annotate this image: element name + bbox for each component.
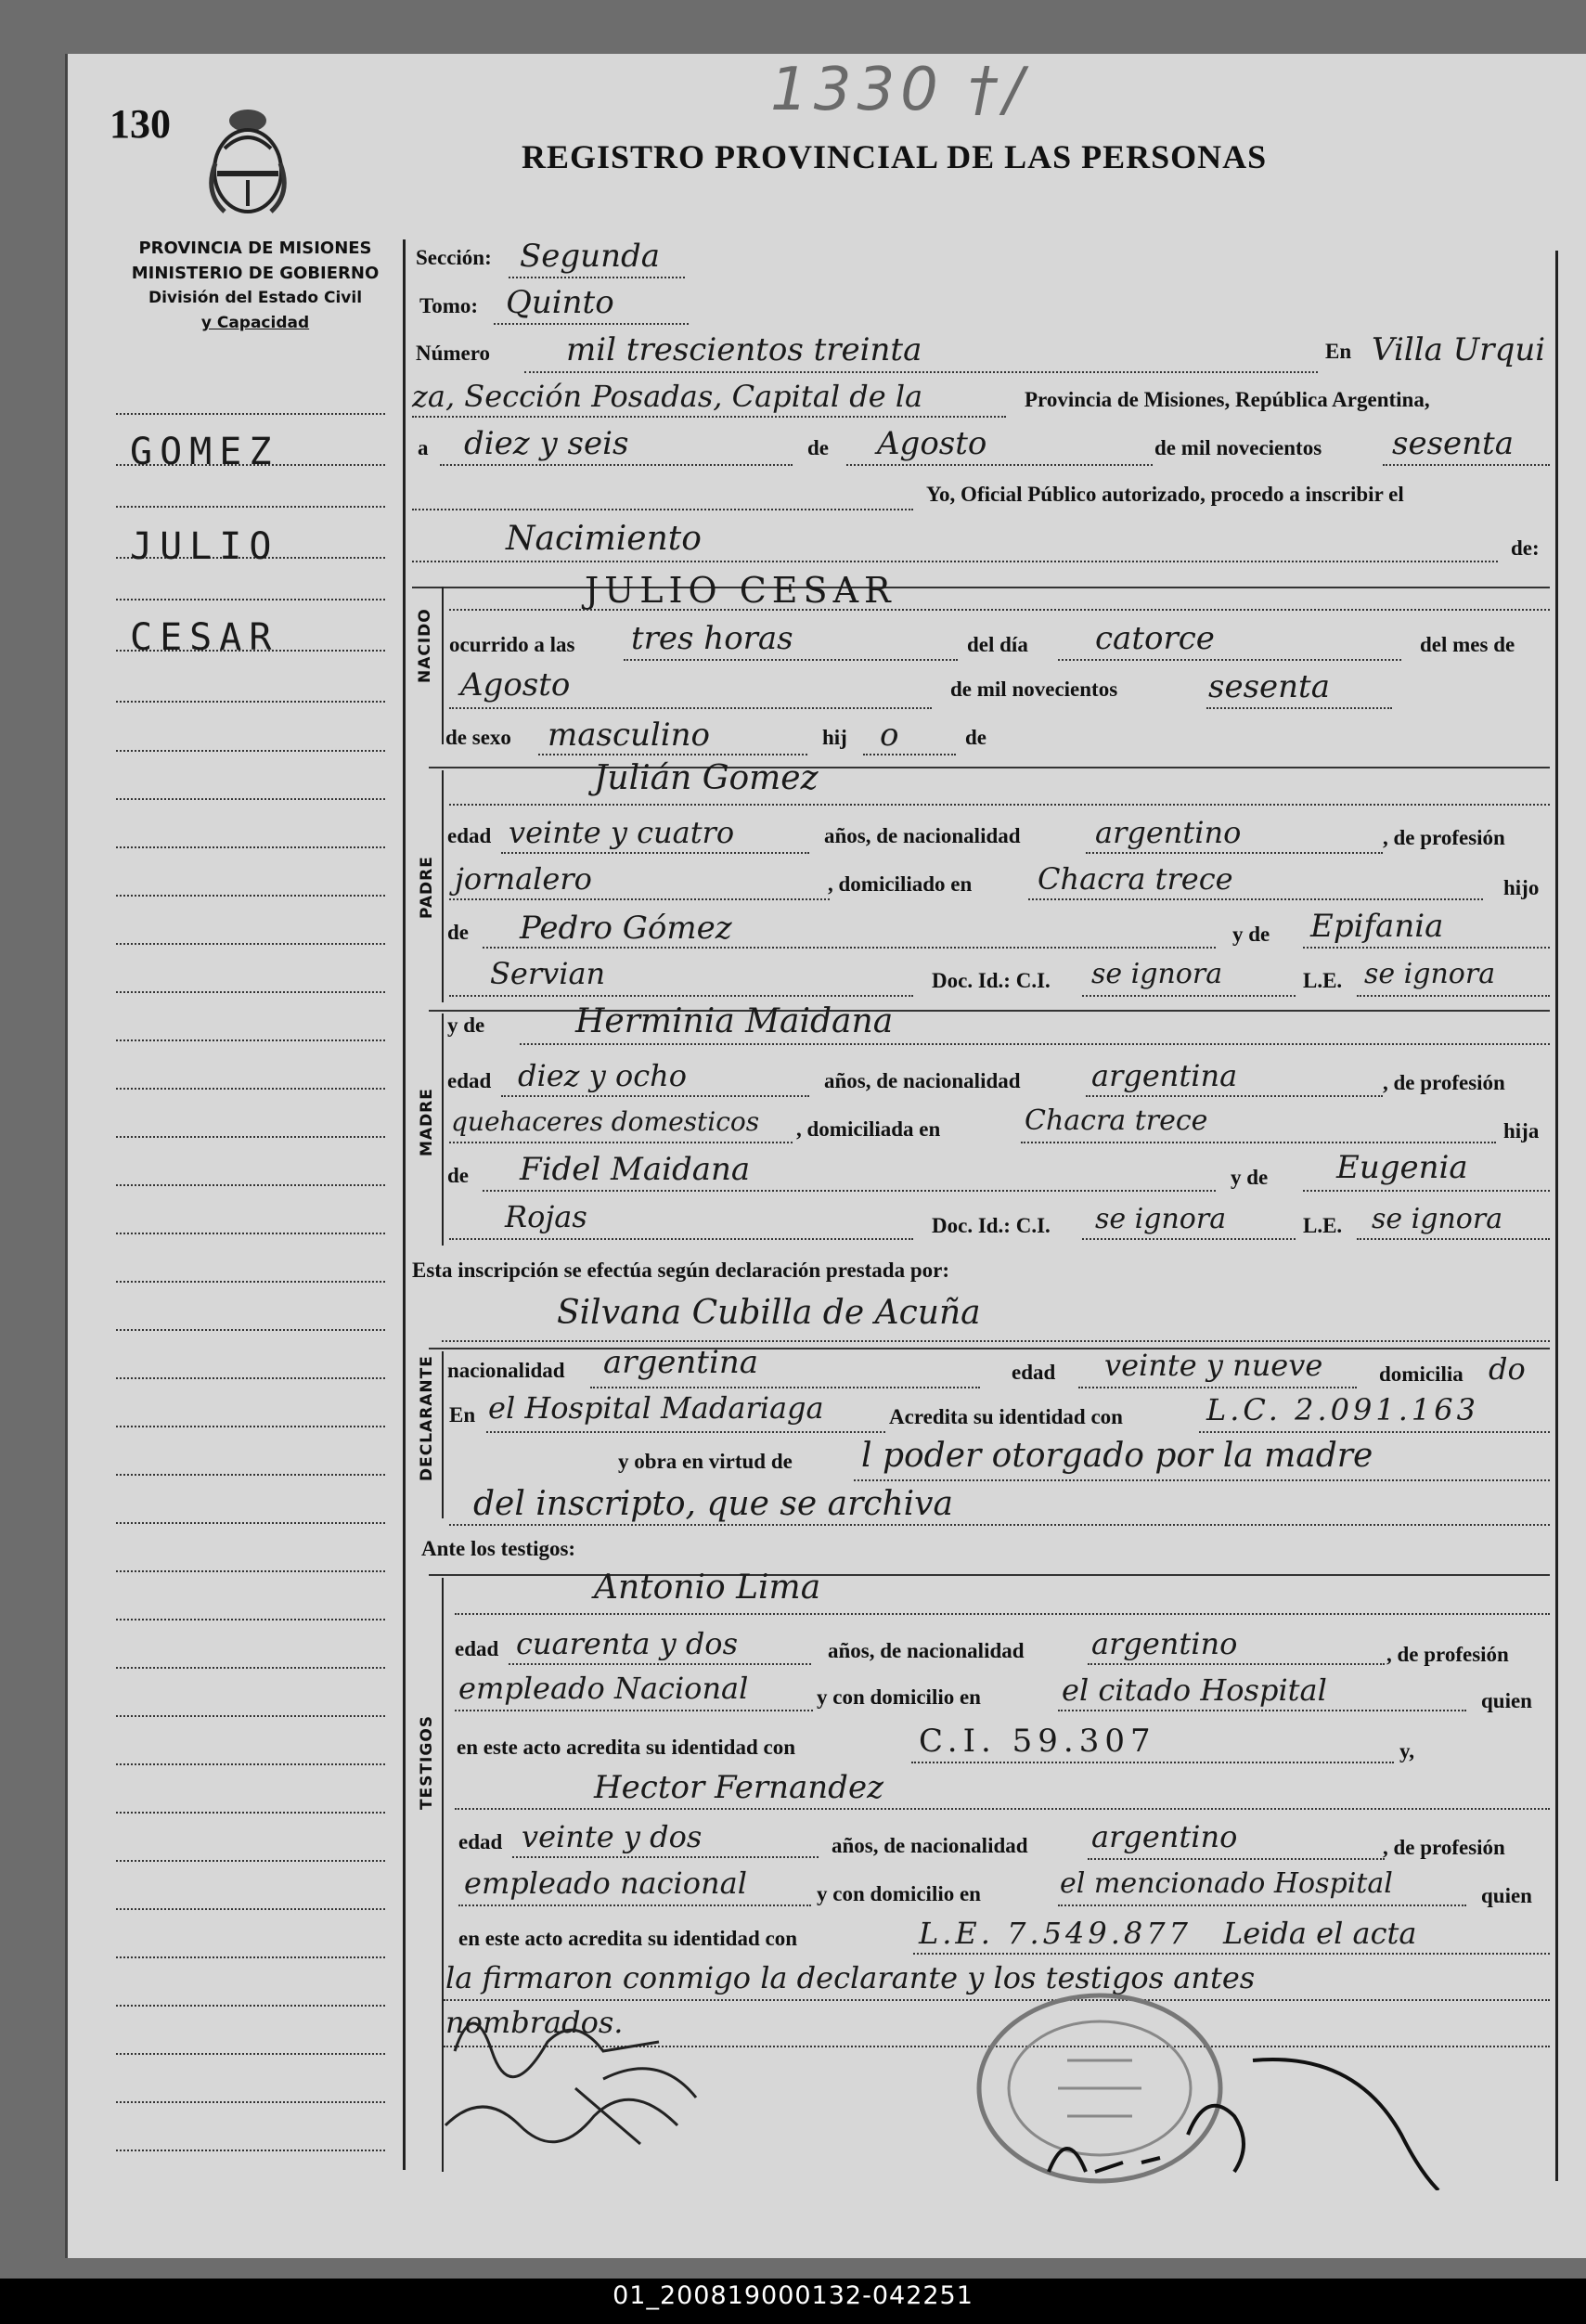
value-t1-documento: C.I. 59.307 (919, 1723, 1156, 1760)
value-t2-nacionalidad: argentino (1091, 1819, 1238, 1854)
value-lugar-cont: za, Sección Posadas, Capital de la (412, 379, 923, 414)
label-edad-declarante: edad (1012, 1361, 1056, 1384)
value-dia-nacimiento: catorce (1095, 620, 1215, 657)
value-declarante-nacionalidad: argentina (603, 1344, 759, 1381)
label-y-comma: y, (1399, 1739, 1414, 1762)
declarante-signature-icon (445, 2023, 696, 2144)
label-doc-padre: Doc. Id.: C.I. (932, 969, 1051, 992)
coat-of-arms-icon (206, 104, 290, 223)
value-abuela-materna: Eugenia (1336, 1149, 1468, 1186)
value-declarante-edad: veinte y nueve (1104, 1348, 1323, 1383)
label-de-mil: de mil novecientos (1154, 436, 1322, 459)
scan-file-id: 01_200819000132-042251 (612, 2281, 974, 2310)
value-madre-nacionalidad: argentina (1091, 1058, 1238, 1093)
label-profesion-t1: , de profesión (1386, 1643, 1509, 1666)
label-profesion-padre: , de profesión (1383, 826, 1505, 849)
pencil-number: 1330 †/ (770, 56, 1029, 124)
label-nacionalidad-t2: años, de nacionalidad (832, 1834, 1028, 1857)
value-t1-nacionalidad: argentino (1091, 1626, 1238, 1661)
value-mes-nacimiento: Agosto (460, 666, 571, 704)
value-padre-nacionalidad: argentino (1095, 815, 1242, 850)
value-testigo1: Antonio Lima (594, 1569, 821, 1607)
value-domicilia-suffix: do (1489, 1351, 1526, 1387)
office-province: PROVINCIA DE MISIONES (138, 239, 372, 258)
value-mes-inscripcion: Agosto (877, 425, 987, 462)
label-nacionalidad-madre: años, de nacionalidad (824, 1069, 1021, 1092)
label-en-este-acto-t1: en este acto acredita su identidad con (457, 1736, 796, 1759)
value-abuelo-materno: Fidel Maidana (520, 1151, 751, 1188)
label-provincia: Provincia de Misiones, República Argentina, (1025, 388, 1430, 411)
value-leida: Leida el acta (1223, 1916, 1417, 1951)
value-abuela-materna-cont: Rojas (505, 1199, 587, 1234)
label-hijo: hijo (1503, 876, 1540, 899)
label-a: a (418, 436, 429, 459)
value-cierre-1: la firmaron conmigo la declarante y los testigos antes (445, 1960, 1256, 1995)
label-nacionalidad-t1: años, de nacionalidad (828, 1639, 1025, 1662)
label-edad-t1: edad (455, 1637, 499, 1660)
value-t1-profesion: empleado Nacional (458, 1671, 749, 1706)
label-le-madre: L.E. (1303, 1214, 1343, 1237)
registry-title: REGISTRO PROVINCIAL DE LAS PERSONAS (522, 138, 1268, 175)
value-abuela-paterna: Epifania (1310, 908, 1444, 945)
label-seccion: Sección: (416, 246, 492, 269)
margin-second-name: CESAR (130, 616, 279, 659)
value-padre-le: se ignora (1364, 958, 1496, 990)
label-profesion-madre: , de profesión (1383, 1071, 1505, 1094)
label-tomo: Tomo: (419, 294, 479, 317)
section-nacido: NACIDO (416, 608, 434, 683)
value-acto: Nacimiento (506, 520, 702, 558)
label-doc-madre: Doc. Id.: C.I. (932, 1214, 1051, 1237)
issuing-office (121, 236, 390, 336)
office-division: División del Estado Civil (148, 289, 363, 307)
value-hij-suffix: o (880, 717, 899, 754)
value-madre: Herminia Maidana (575, 1002, 894, 1040)
section-madre: MADRE (418, 1088, 436, 1156)
value-padre-profesion: jornalero (455, 861, 592, 897)
section-declarante: DECLARANTE (418, 1355, 436, 1481)
value-t1-edad: cuarenta y dos (516, 1626, 738, 1661)
value-numero: mil trescientos treinta (566, 331, 922, 368)
value-padre-edad: veinte y cuatro (509, 815, 735, 850)
value-t2-documento: L.E. 7.549.877 (919, 1916, 1192, 1951)
label-quien-t2: quien (1481, 1884, 1532, 1907)
value-madre-edad: diez y ocho (518, 1058, 687, 1093)
label-edad-t2: edad (458, 1830, 503, 1853)
label-domiciliada: , domiciliada en (796, 1117, 941, 1141)
label-ante-testigos: Ante los testigos: (421, 1537, 576, 1560)
label-acredita: Acredita su identidad con (889, 1405, 1123, 1428)
label-en-este-acto-t2: en este acto acredita su identidad con (458, 1927, 798, 1950)
label-numero: Número (416, 342, 491, 365)
value-padre-ci: se ignora (1091, 958, 1223, 990)
value-t2-domicilio: el mencionado Hospital (1060, 1867, 1393, 1900)
value-nombre-inscripto: JULIO CESAR (585, 570, 896, 611)
right-rule (1555, 251, 1558, 2181)
value-declarante-obra-cont: del inscripto, que se archiva (473, 1485, 953, 1523)
value-declarante-obra: l poder otorgado por la madre (861, 1437, 1373, 1475)
label-de-mes: de (807, 436, 829, 459)
label-hij: hij (822, 726, 847, 749)
margin-first-name: JULIO (130, 525, 279, 568)
value-t2-profesion: empleado nacional (464, 1866, 747, 1901)
value-madre-le: se ignora (1372, 1203, 1503, 1235)
official-signature-icon (1049, 2059, 1438, 2190)
label-de-mil-nacimiento: de mil novecientos (950, 678, 1118, 701)
label-domicilia: domicilia (1379, 1362, 1464, 1386)
folio-number: 130 (110, 101, 171, 147)
official-seal-icon (979, 1995, 1220, 2181)
label-oficial-publico: Yo, Oficial Público autorizado, procedo a inscribir el (926, 483, 1404, 506)
value-declarante: Silvana Cubilla de Acuña (557, 1294, 981, 1332)
value-hora: tres horas (631, 620, 793, 657)
value-t2-edad: veinte y dos (522, 1819, 703, 1854)
label-declaracion: Esta inscripción se efectúa según declaración prestada por: (412, 1259, 950, 1282)
label-profesion-t2: , de profesión (1383, 1836, 1505, 1859)
signatures-area (418, 1986, 1550, 2190)
office-capacity: y Capacidad (200, 314, 310, 332)
value-anio-inscripcion: sesenta (1392, 425, 1514, 462)
label-le-padre: L.E. (1303, 969, 1343, 992)
column-rule (403, 239, 406, 2170)
value-anio-nacimiento: sesenta (1208, 668, 1330, 705)
label-en-declarante: En (449, 1403, 476, 1427)
label-edad-madre: edad (447, 1069, 492, 1092)
label-domiciliado-padre: , domiciliado en (828, 872, 973, 896)
value-declarante-documento: L.C. 2.091.163 (1206, 1392, 1479, 1427)
label-ocurrido: ocurrido a las (449, 633, 575, 656)
label-nacionalidad-declarante: nacionalidad (447, 1359, 565, 1382)
label-del-mes: del mes de (1420, 633, 1515, 656)
value-tomo: Quinto (506, 284, 614, 321)
label-obra: y obra en virtud de (618, 1450, 793, 1473)
label-y-de-pat: y de (1232, 923, 1270, 946)
value-abuelo-paterno: Pedro Gómez (520, 910, 732, 947)
value-seccion: Segunda (520, 238, 661, 275)
value-declarante-domicilio: el Hospital Madariaga (488, 1390, 824, 1426)
value-abuela-paterna-cont: Servian (490, 956, 606, 991)
label-nacionalidad-padre: años, de nacionalidad (824, 824, 1021, 847)
value-t1-domicilio: el citado Hospital (1062, 1672, 1327, 1708)
label-de-colon: de: (1511, 536, 1540, 560)
label-con-domicilio-t1: y con domicilio en (817, 1685, 981, 1709)
label-sexo: de sexo (445, 726, 511, 749)
value-sexo: masculino (548, 717, 711, 754)
label-de-padre: de (965, 726, 986, 749)
value-dia-inscripcion: diez y seis (464, 425, 629, 462)
label-edad-padre: edad (447, 824, 492, 847)
value-testigo2: Hector Fernandez (594, 1769, 883, 1806)
value-madre-domicilio: Chacra trece (1025, 1104, 1208, 1137)
label-de-abuelo-mat: de (447, 1164, 469, 1187)
label-de-abuelo-pat: de (447, 921, 469, 944)
value-lugar: Villa Urqui (1372, 331, 1546, 368)
value-padre: Julián Gomez (594, 759, 819, 797)
value-padre-domicilio: Chacra trece (1038, 861, 1233, 897)
label-y-de-madre: y de (447, 1014, 485, 1037)
margin-surname: GOMEZ (130, 431, 279, 473)
value-cierre-2: nombrados. (445, 2005, 624, 2040)
label-y-de-mat: y de (1231, 1166, 1269, 1189)
label-en: En (1325, 340, 1352, 363)
label-quien-t1: quien (1481, 1689, 1532, 1712)
label-del-dia: del día (967, 633, 1028, 656)
section-padre: PADRE (418, 856, 436, 919)
office-ministry: MINISTERIO DE GOBIERNO (131, 264, 380, 283)
section-testigos: TESTIGOS (418, 1714, 436, 1810)
label-con-domicilio-t2: y con domicilio en (817, 1882, 981, 1905)
label-hija: hija (1503, 1119, 1540, 1143)
value-madre-profesion: quehaceres domesticos (451, 1106, 760, 1137)
value-madre-ci: se ignora (1095, 1203, 1227, 1235)
